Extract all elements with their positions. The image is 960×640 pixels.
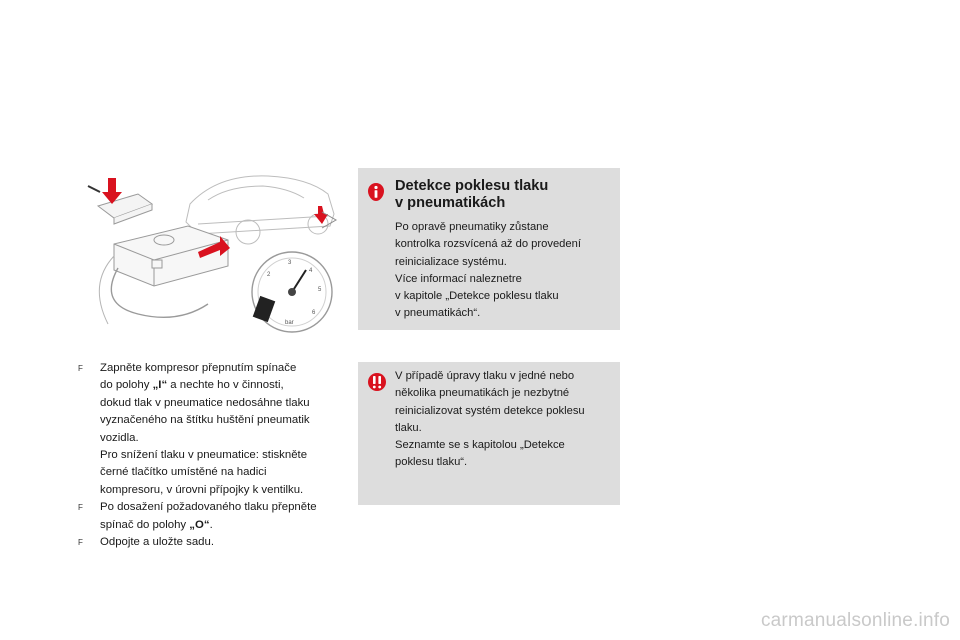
pressure-gauge (252, 252, 332, 332)
info-line: reinicializace systému. (395, 255, 507, 268)
step-3 (78, 534, 350, 551)
gauge-tick-6: 6 (312, 310, 316, 316)
info-line: v pneumatikách“. (395, 307, 481, 320)
info-panel-title: Detekce poklesu tlaku v pneumatikách (395, 178, 549, 211)
gauge-unit: bar (285, 320, 294, 326)
warning-line: několika pneumatikách je nezbytné (395, 387, 570, 400)
red-arrow-valve (314, 206, 328, 224)
step-3-text (100, 534, 350, 551)
step-1-text (100, 360, 350, 499)
watermark: carmanualsonline.info (760, 610, 950, 631)
info-line: Po opravě pneumatiky zůstane (395, 221, 549, 233)
warning-line: reinicializovat systém detekce poklesu (395, 404, 585, 417)
step-line: dokud tlak v pneumatice nedosáhne tlaku (100, 396, 310, 409)
info-line: kontrolka rozsvícená až do provedení (395, 238, 581, 251)
step-line: černé tlačítko umístěné na hadici (100, 466, 267, 479)
step-2 (78, 499, 350, 534)
compressor-body (114, 226, 228, 286)
step-1 (78, 360, 350, 499)
instructions-list (78, 360, 350, 551)
step-line: vozidla. (100, 431, 139, 444)
info-line: Více informací naleznetre (395, 272, 522, 285)
info-line: v kapitole „Detekce poklesu tlaku (395, 290, 559, 303)
step-line: vyznačeného na štítku huštění pneumatik (100, 414, 310, 427)
warning-panel-content (395, 368, 608, 472)
info-panel-content (395, 178, 608, 323)
step-line: Odpojte a uložte sadu. (100, 536, 214, 549)
step-line: spínač do polohy „O“. (100, 518, 213, 531)
warning-panel (358, 362, 620, 505)
warning-line: V případě úpravy tlaku v jedné nebo (395, 370, 575, 382)
warning-line: tlaku. (395, 421, 422, 434)
gauge-tick-5: 5 (318, 287, 322, 293)
compressor-illustration (78, 164, 340, 336)
gauge-tick-4: 4 (309, 268, 313, 274)
bullet-icon: F (78, 503, 83, 513)
gauge-tick-2: 2 (267, 272, 271, 278)
step-line: Po dosažení požadovaného tlaku přepněte (100, 501, 317, 514)
step-2-text (100, 499, 350, 534)
warning-line: poklesu tlaku“. (395, 456, 468, 469)
step-line: Pro snížení tlaku v pneumatice: stiskněte (100, 449, 308, 462)
step-line: Zapněte kompresor přepnutím spínače (100, 362, 297, 374)
bullet-icon: F (78, 364, 83, 373)
gauge-tick-3: 3 (288, 260, 292, 266)
step-line: do polohy „I“ a nechte ho v činnosti, (100, 379, 284, 392)
step-line: kompresoru, v úrovni přípojky k ventilku. (100, 483, 304, 496)
warning-icon (367, 372, 387, 397)
kit-lid (98, 194, 152, 224)
info-icon (367, 182, 385, 207)
warning-line: Seznamte se s kapitolou „Detekce (395, 439, 565, 452)
bullet-icon: F (78, 538, 83, 548)
info-panel (358, 168, 620, 330)
